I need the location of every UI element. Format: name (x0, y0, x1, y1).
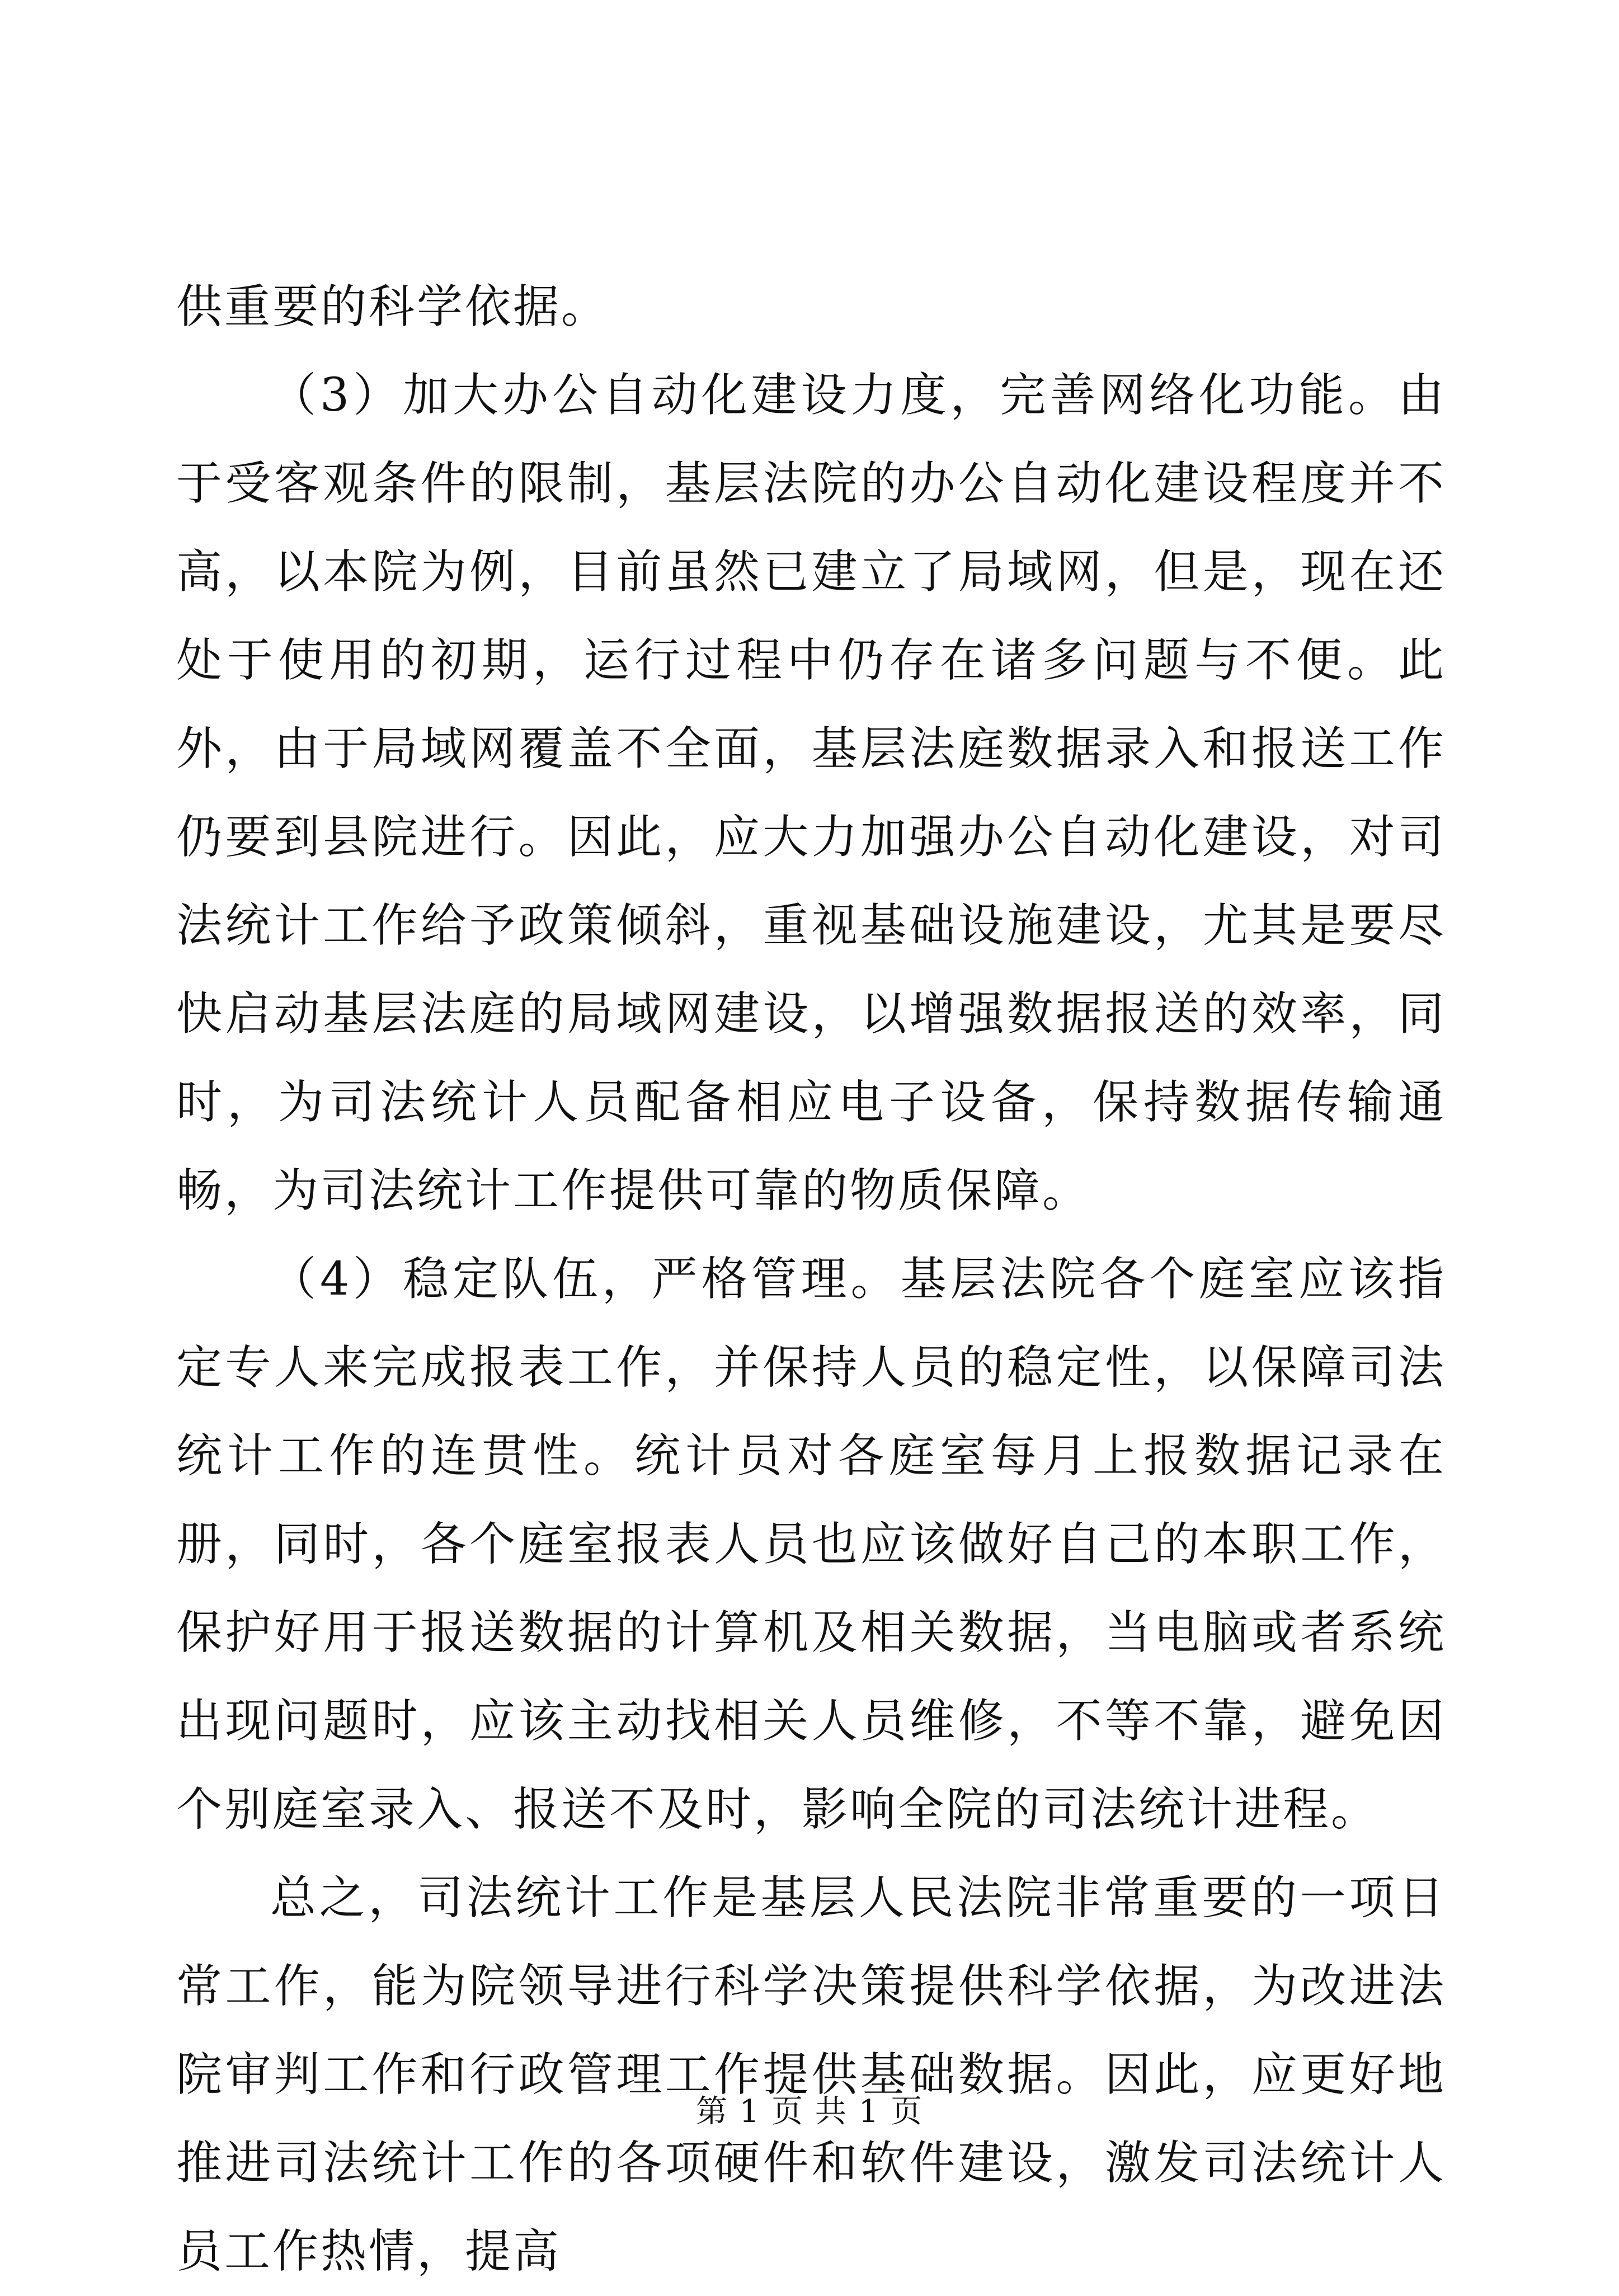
document-body (176, 263, 1446, 2296)
paragraph-team-management: （4）稳定队伍，严格管理。基层法院各个庭室应该指定专人来完成报表工作，并保持人员的稳定性，以保障司法统计工作的连贯性。统计员对各庭室每月上报数据记录在册，同时，各个庭室报表人员也应该做好自己的本职工作，保护好用于报送数据的计算机及相关数据，当电脑或者系统出现问题时，应该主动找相关人员维修，不等不靠，避免因个别庭室录入、报送不及时，影响全院的司法统计进程。 (176, 1253, 1446, 1836)
paragraph-conclusion: 总之，司法统计工作是基层人民法院非常重要的一项日常工作，能为院领导进行科学决策提供科学依据，为改进法院审判工作和行政管理工作提供基础数据。因此，应更好地推进司法统计工作的各项硬件和软件建设，激发司法统计人员工作热情，提高 (176, 1871, 1446, 2278)
paragraph-continuation: 供重要的科学依据。 (176, 280, 610, 333)
paragraph-office-automation: （3）加大办公自动化建设力度，完善网络化功能。由于受客观条件的限制，基层法院的办公自动化建设程度并不高，以本院为例，目前虽然已建立了局域网，但是，现在还处于使用的初期，运行过程中仍存在诸多问题与不便。此外，由于局域网覆盖不全面，基层法庭数据录入和报送工作仍要到县院进行。因此，应大力加强办公自动化建设，对司法统计工作给予政策倾斜，重视基础设施建设，尤其是要尽快启动基层法庭的局域网建设，以增强数据报送的效率，同时，为司法统计人员配备相应电子设备，保持数据传输通畅，为司法统计工作提供可靠的物质保障。 (176, 369, 1446, 1217)
page-footer: 第 1 页 共 1 页 (695, 2093, 924, 2130)
